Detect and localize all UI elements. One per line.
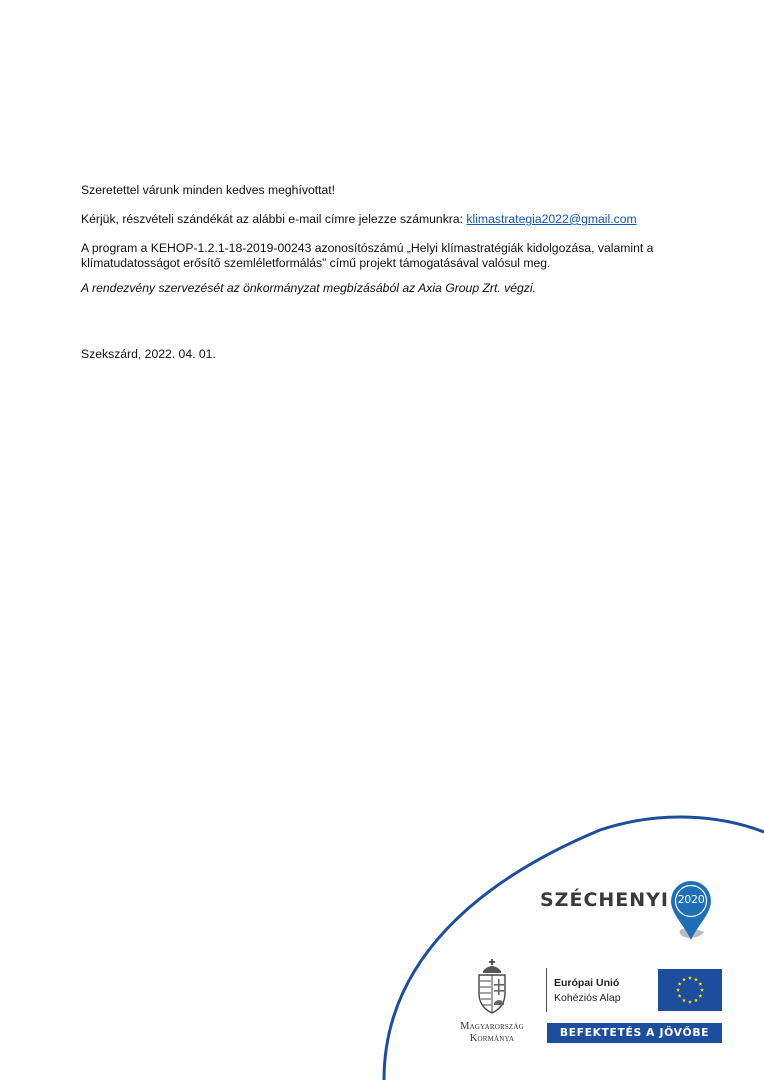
- program-statement-line-2: klímatudatosságot erősítő szemléletformálás” című projekt támogatásával valósul meg.: [81, 256, 551, 270]
- program-statement-line-1: A program a KEHOP-1.2.1-18-2019-00243 azonosítószámú „Helyi klímastratégiák kidolgozása, valamint a: [81, 241, 654, 255]
- szechenyi-pin-icon: [670, 880, 712, 942]
- logo-divider: [546, 968, 547, 1012]
- place-and-date: Szekszárd, 2022. 04. 01.: [81, 347, 216, 361]
- invest-in-future-banner: BEFEKTETÉS A JÖVŐBE: [547, 1023, 722, 1043]
- letter-body: [81, 183, 711, 296]
- eu-union-label: Európai Unió: [554, 977, 620, 989]
- registration-request: [81, 212, 711, 227]
- registration-request-text: Kérjük, részvételi szándékát az alábbi e-mail címre jelezze számunkra:: [81, 212, 467, 226]
- government-name: [446, 1021, 538, 1045]
- eu-flag-icon: [658, 969, 722, 1011]
- szechenyi-year: 2020: [677, 893, 705, 906]
- coat-of-arms-icon: [474, 957, 510, 1017]
- email-link[interactable]: klimastrategia2022@gmail.com: [466, 212, 637, 226]
- szechenyi-logo-text: SZÉCHENYI: [540, 889, 669, 911]
- cohesion-fund-label: Kohéziós Alap: [554, 992, 621, 1004]
- program-statement: [81, 241, 711, 271]
- organizer-note: A rendezvény szervezését az önkormányzat megbízásából az Axia Group Zrt. végzi.: [81, 281, 536, 295]
- government-name-line-2: Kormánya: [469, 1033, 515, 1044]
- government-name-line-1: Magyarország: [460, 1021, 524, 1032]
- welcome-text: Szeretettel várunk minden kedves meghívottat!: [81, 183, 336, 197]
